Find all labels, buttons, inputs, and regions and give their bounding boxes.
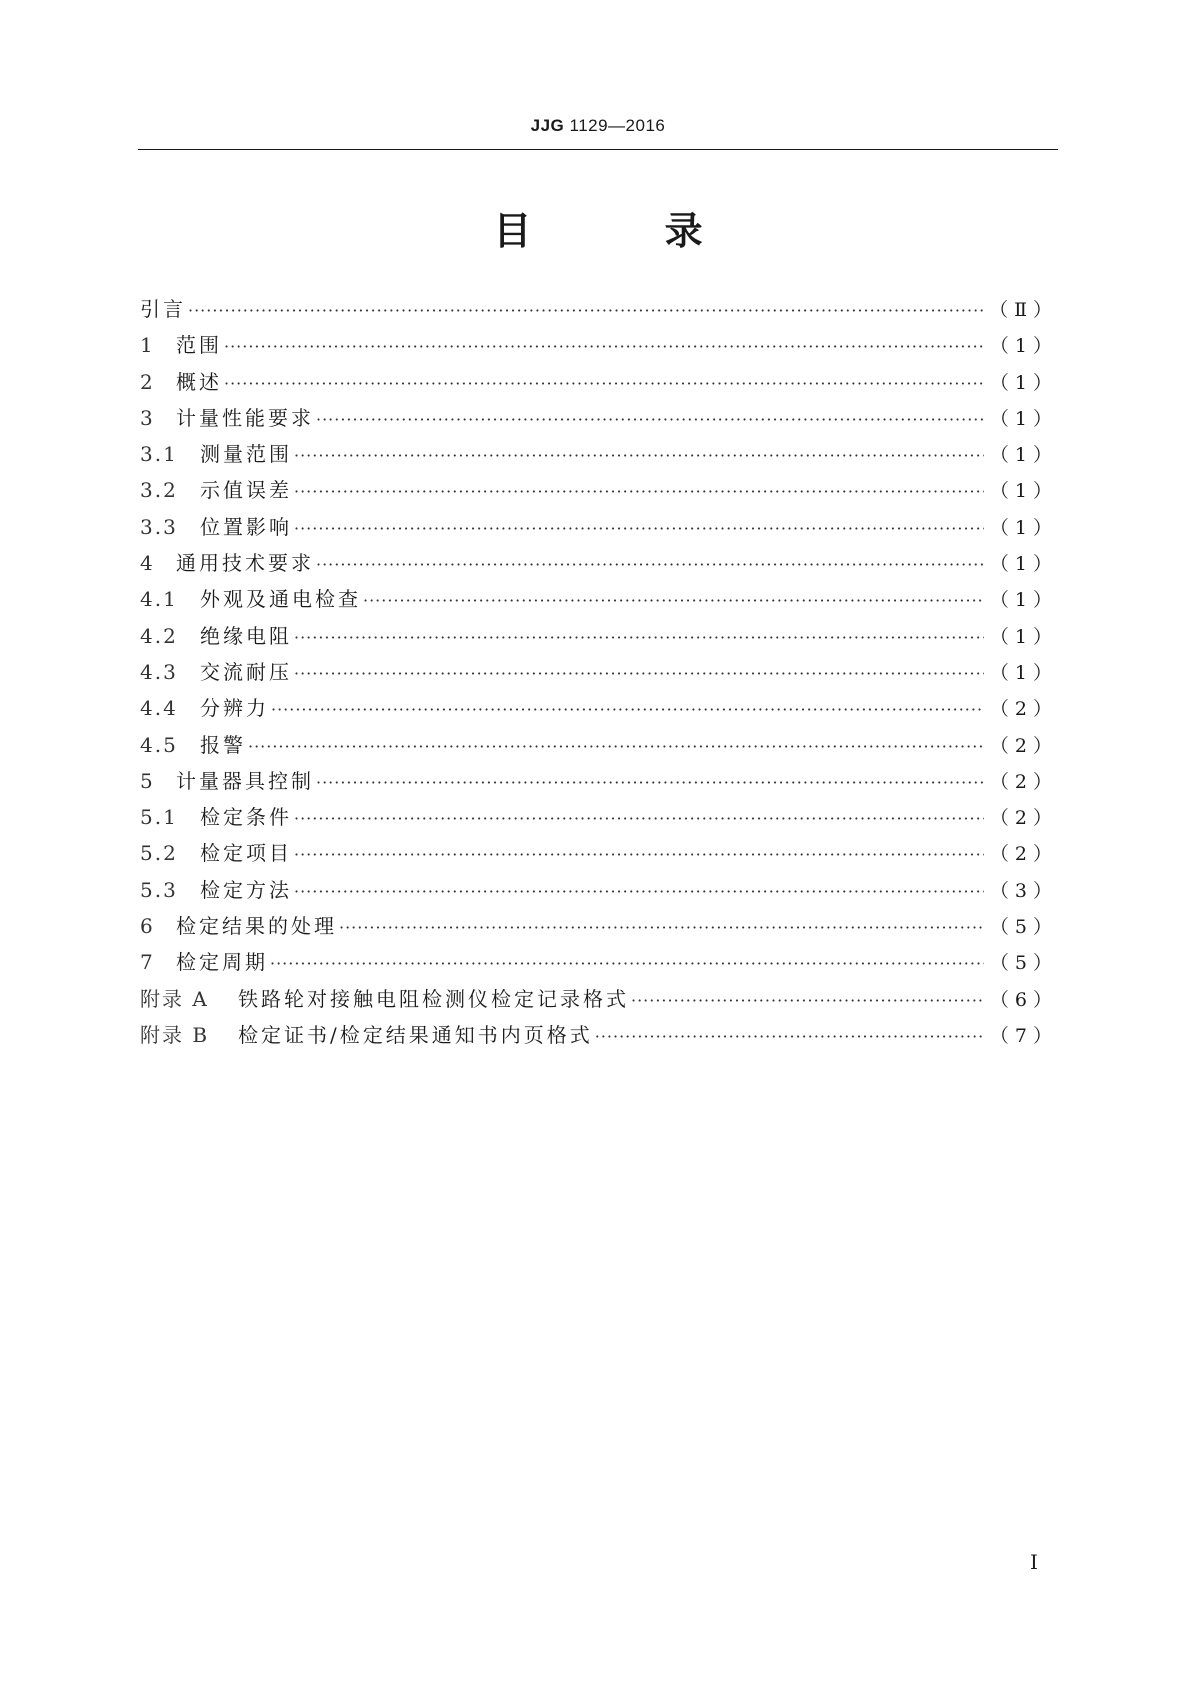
toc-entry[interactable] [140, 981, 1058, 1017]
toc-entry-page: （1） [989, 553, 1058, 576]
toc-entry-number: 4 [140, 551, 155, 576]
toc-entry-label: 位置影响 [200, 514, 292, 539]
toc-entry[interactable] [140, 327, 1058, 363]
dot-leader [294, 511, 984, 547]
toc-entry-label: 概述 [176, 369, 222, 394]
dot-leader [294, 438, 984, 474]
standard-prefix: JJG [530, 116, 565, 135]
toc-entry-page: （5） [989, 916, 1058, 939]
toc-entry-number: 5.1 [140, 805, 178, 830]
toc-entry-number: 7 [140, 950, 155, 975]
toc-entry-label: 检定周期 [176, 950, 268, 975]
dot-leader [294, 874, 984, 910]
page-number: I [1030, 1550, 1038, 1574]
toc-entry-page: （5） [989, 952, 1058, 975]
toc-entry-label: 引言 [140, 297, 186, 321]
toc-entry-number: 5.2 [140, 841, 178, 866]
toc-entry-number: 4.3 [140, 659, 178, 684]
dot-leader [188, 293, 983, 329]
toc-entry[interactable] [140, 690, 1058, 726]
toc-entry-number: 附录 A [140, 986, 209, 1011]
dot-leader [316, 765, 984, 801]
toc-entry-label: 铁路轮对接触电阻检测仪检定记录格式 [238, 986, 629, 1011]
toc-entry-label: 检定结果的处理 [176, 914, 337, 939]
toc-entry-label: 通用技术要求 [176, 551, 314, 576]
toc-entry[interactable] [140, 654, 1058, 690]
dot-leader [271, 692, 984, 728]
dot-leader [248, 729, 984, 765]
dot-leader [224, 329, 984, 365]
toc-entry-label: 测量范围 [200, 442, 292, 467]
toc-entry-page: （3） [989, 879, 1058, 902]
dot-leader [294, 837, 984, 873]
toc-entry[interactable] [140, 763, 1058, 799]
toc-entry-label: 示值误差 [200, 478, 292, 503]
toc-entry-page: （2） [989, 734, 1058, 757]
toc-entry-label: 范围 [176, 333, 222, 358]
toc-entry-number: 4.5 [140, 732, 178, 757]
toc-entry-page: （2） [989, 807, 1058, 830]
dot-leader [631, 983, 984, 1019]
toc-entry-number: 2 [140, 369, 155, 394]
toc-entry-number: 6 [140, 914, 155, 939]
dot-leader [316, 402, 984, 438]
toc-entry[interactable] [140, 727, 1058, 763]
dot-leader [270, 946, 984, 982]
toc-entry[interactable] [140, 400, 1058, 436]
toc-entry[interactable] [140, 291, 1058, 327]
dot-leader [224, 366, 984, 402]
header-rule [138, 149, 1058, 150]
toc-entry[interactable] [140, 908, 1058, 944]
toc-entry-number: 附录 B [140, 1022, 210, 1047]
toc-entry[interactable] [140, 799, 1058, 835]
toc-entry-label: 分辨力 [200, 696, 269, 721]
toc-entry-page: （1） [989, 516, 1058, 539]
toc-entry-page: （1） [989, 480, 1058, 503]
dot-leader [294, 801, 984, 837]
dot-leader [363, 583, 984, 619]
toc-entry-page: （1） [989, 589, 1058, 612]
toc-entry-label: 计量器具控制 [176, 768, 314, 793]
toc-entry-page: （1） [989, 661, 1058, 684]
toc-entry-label: 计量性能要求 [176, 405, 314, 430]
toc-entry[interactable] [140, 835, 1058, 871]
toc-entry-number: 5 [140, 768, 155, 793]
dot-leader [294, 656, 984, 692]
toc-entry-number: 4.1 [140, 587, 178, 612]
toc-entry-number: 4.2 [140, 623, 178, 648]
toc-entry-label: 检定项目 [200, 841, 292, 866]
dot-leader [339, 910, 984, 946]
running-header [138, 116, 1058, 136]
toc-entry[interactable] [140, 581, 1058, 617]
toc-entry-number: 3.2 [140, 478, 178, 503]
toc-entry[interactable] [140, 545, 1058, 581]
toc-entry[interactable] [140, 472, 1058, 508]
toc-entry-page: （1） [989, 407, 1058, 430]
toc-entry-page: （1） [989, 444, 1058, 467]
dot-leader [316, 547, 984, 583]
toc-entry-label: 检定方法 [200, 877, 292, 902]
toc-entry-label: 检定条件 [200, 805, 292, 830]
toc-entry-number: 4.4 [140, 696, 178, 721]
toc-entry[interactable] [140, 1017, 1058, 1053]
dot-leader [294, 620, 984, 656]
toc-entry-page: （1） [989, 625, 1058, 648]
toc-entry-label: 检定证书/检定结果通知书内页格式 [238, 1022, 593, 1047]
toc-entry[interactable] [140, 364, 1058, 400]
toc-entry-number: 1 [140, 333, 155, 358]
toc-entry-number: 3.1 [140, 442, 178, 467]
toc-entry-page: （7） [989, 1024, 1058, 1047]
toc-entry-number: 3.3 [140, 514, 178, 539]
toc-entry[interactable] [140, 618, 1058, 654]
dot-leader [595, 1019, 984, 1055]
toc-entry[interactable] [140, 872, 1058, 908]
toc-entry-page: （2） [989, 843, 1058, 866]
toc-entry-page: （2） [989, 698, 1058, 721]
table-of-contents [140, 291, 1058, 1053]
toc-entry-number: 3 [140, 405, 155, 430]
toc-entry-page: （2） [989, 770, 1058, 793]
toc-title: 目 录 [493, 209, 763, 253]
standard-number: 1129—2016 [569, 116, 666, 135]
toc-entry[interactable] [140, 944, 1058, 980]
toc-entry-number: 5.3 [140, 877, 178, 902]
toc-entry-page: （1） [989, 371, 1058, 394]
toc-entry[interactable] [140, 509, 1058, 545]
toc-entry-page: （Ⅱ） [989, 299, 1058, 321]
toc-entry-page: （1） [989, 335, 1058, 358]
dot-leader [294, 474, 984, 510]
toc-entry-label: 外观及通电检查 [200, 587, 361, 612]
toc-entry-page: （6） [989, 988, 1058, 1011]
toc-entry-label: 绝缘电阻 [200, 623, 292, 648]
toc-entry-label: 报警 [200, 732, 246, 757]
toc-entry-label: 交流耐压 [200, 659, 292, 684]
toc-entry[interactable] [140, 436, 1058, 472]
